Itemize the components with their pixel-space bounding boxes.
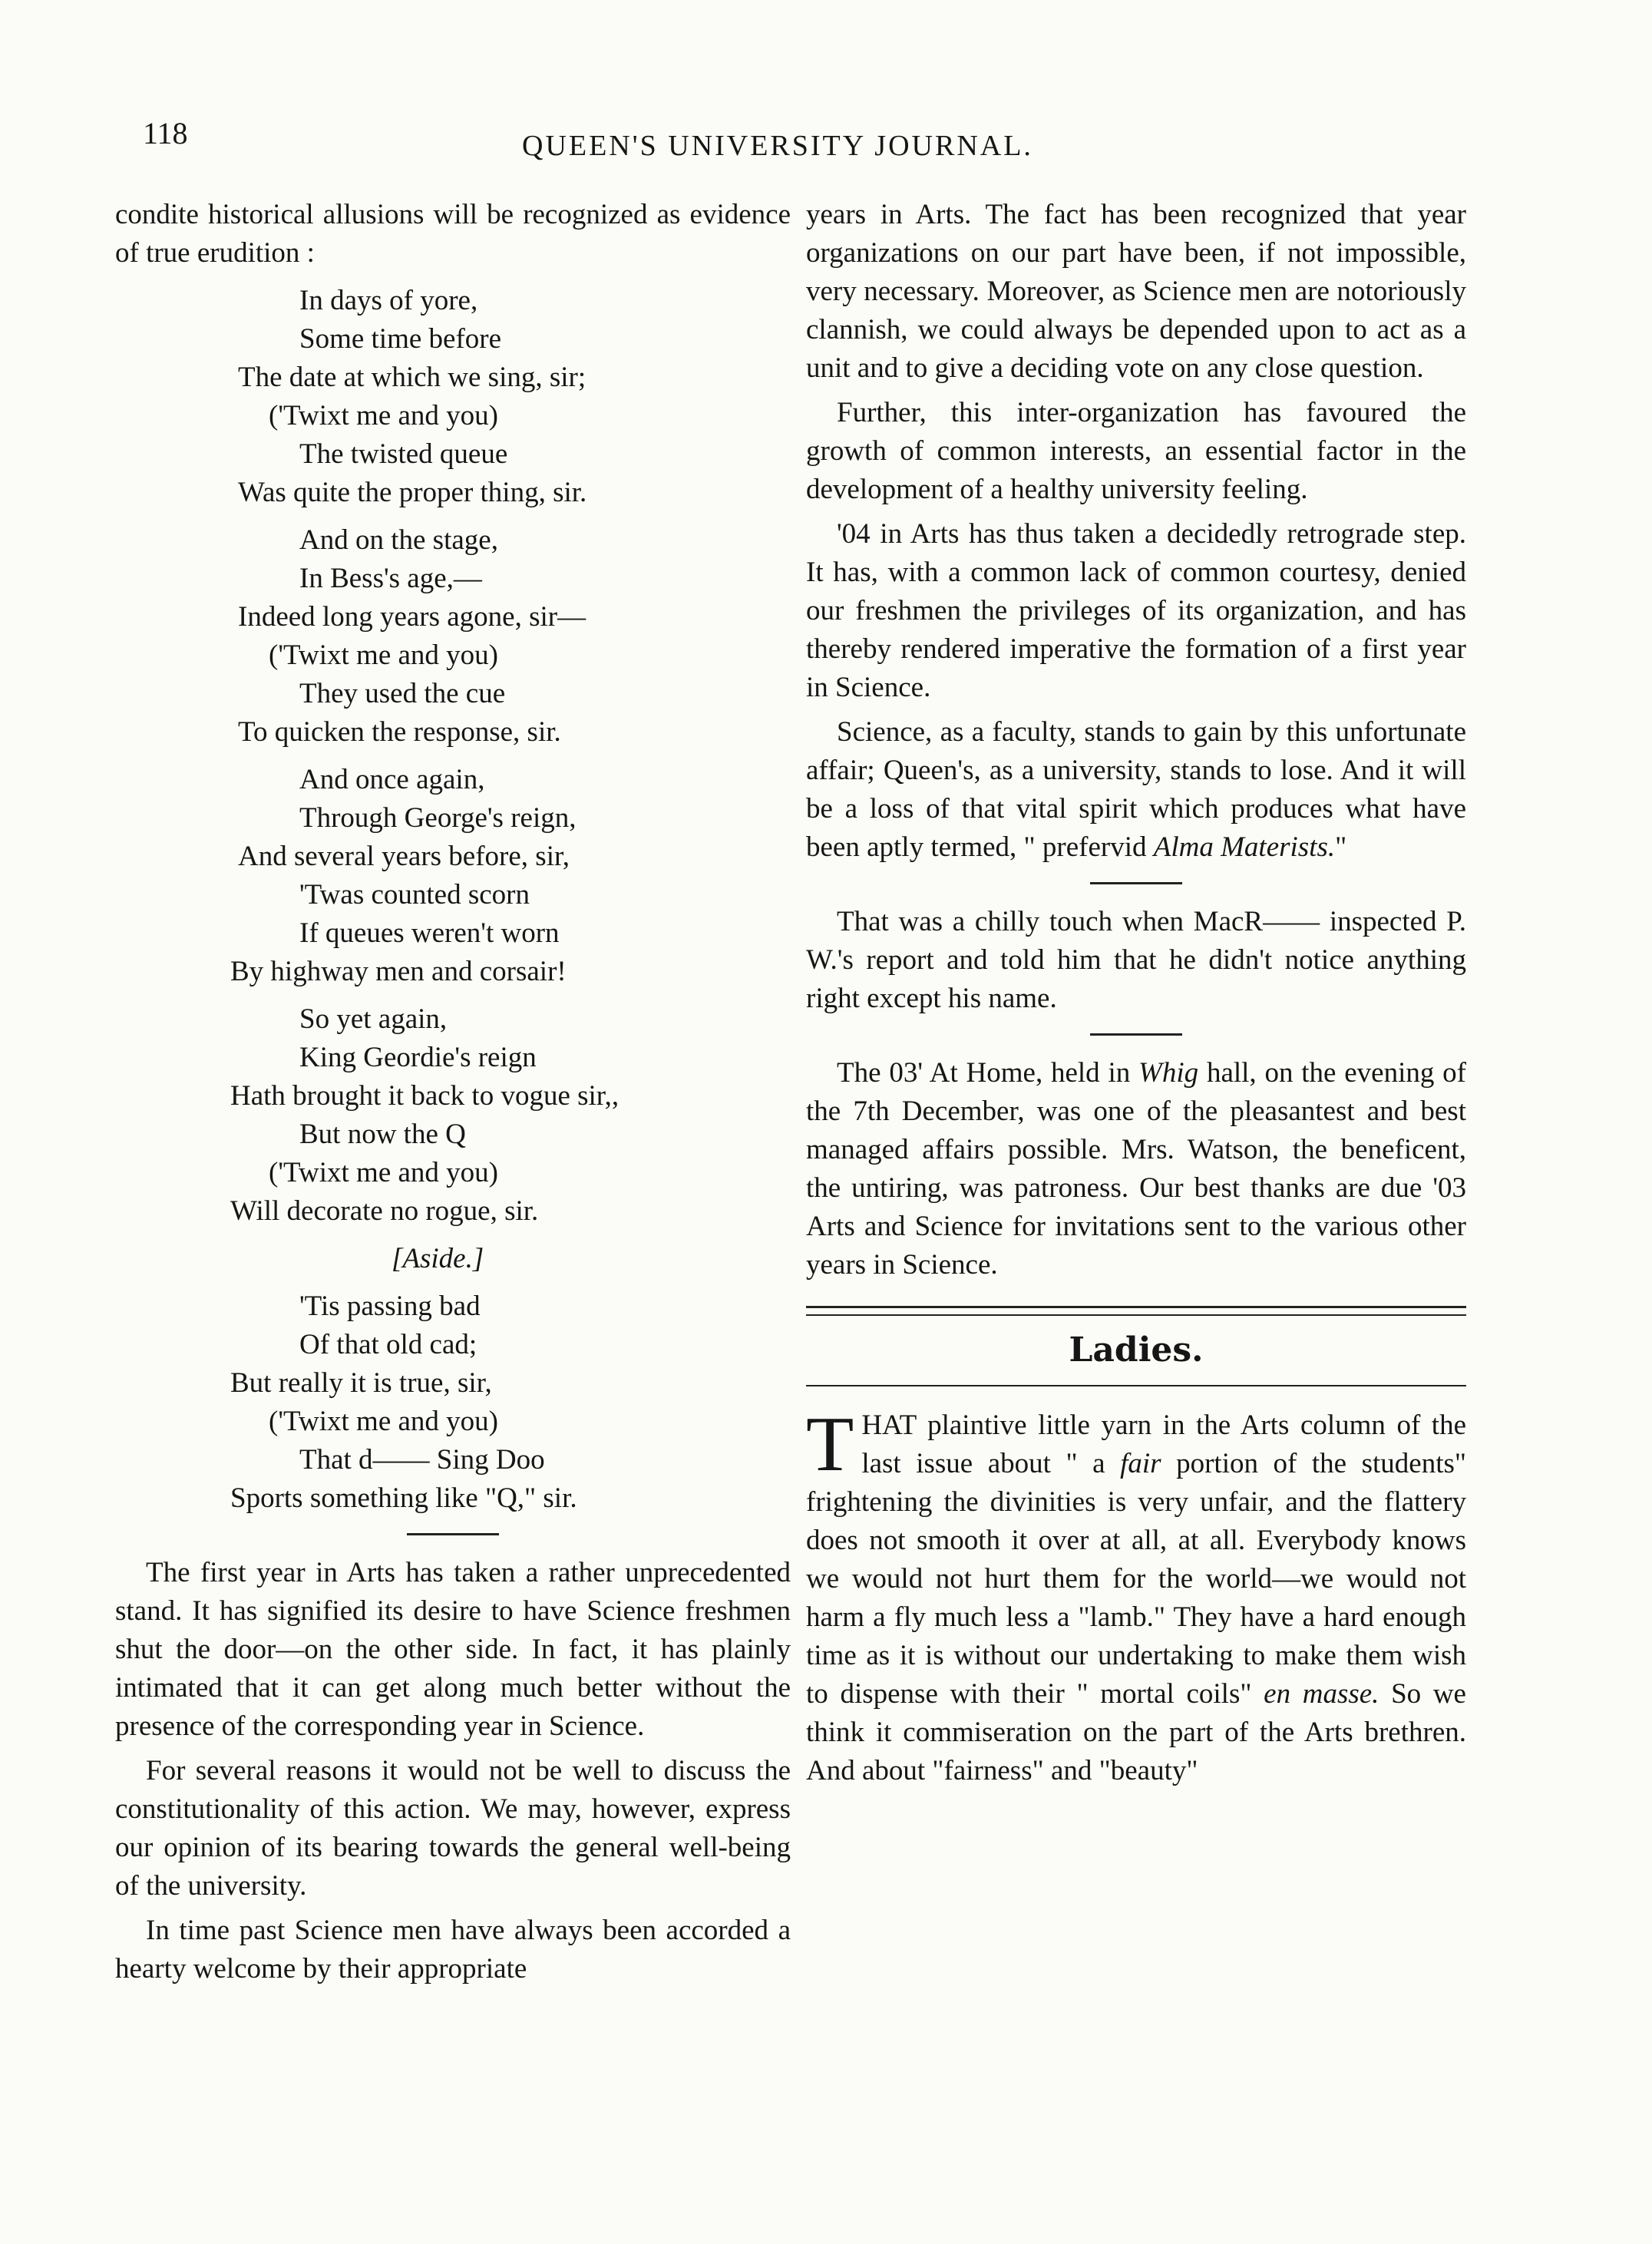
right-column xyxy=(806,196,1466,1790)
italic-run: Alma Materists. xyxy=(1153,831,1336,863)
text-run: The 03' At Home, held in xyxy=(837,1057,1139,1089)
verse-line: ('Twixt me and you) xyxy=(269,639,498,671)
verse-line: But really it is true, sir, xyxy=(230,1367,492,1399)
italic-run: en masse. xyxy=(1264,1678,1379,1710)
verse-line: 'Tis passing bad xyxy=(299,1291,481,1322)
text-run: portion of the students" frightening the divinities is very unfair, and the flattery does not smooth it over at all, at all. Everybody knows we would not hurt them for the world—we would not harm a fly much less a "lamb." They have a hard enough time as it is without our undertaking to make them wish to dispense with their " mortal coils" xyxy=(806,1448,1467,1710)
body-paragraph: In time past Science men have always been accorded a hearty welcome by their appropriate xyxy=(115,1915,791,1985)
body-paragraph xyxy=(806,713,1466,867)
verse-line: By highway men and corsair! xyxy=(230,956,567,987)
left-column xyxy=(115,196,791,1988)
verse-line: Through George's reign, xyxy=(299,802,577,834)
verse-line: In Bess's age,— xyxy=(299,563,482,594)
aside-label: [Aside.] xyxy=(392,1243,484,1274)
verse-line: The twisted queue xyxy=(299,438,508,470)
section-divider xyxy=(1090,1033,1182,1036)
body-paragraph xyxy=(806,1401,1467,1790)
verse-line: Of that old cad; xyxy=(299,1329,477,1360)
verse-line: The date at which we sing, sir; xyxy=(238,362,586,393)
verse-line: Hath brought it back to vogue sir,, xyxy=(230,1080,620,1112)
verse-line: So yet again, xyxy=(299,1003,448,1035)
stanza-3 xyxy=(115,761,791,991)
verse-line: And on the stage, xyxy=(299,524,498,556)
page-header xyxy=(0,115,1652,177)
stanza-1 xyxy=(115,282,791,512)
verse-line: ('Twixt me and you) xyxy=(269,1406,498,1437)
stanza-5 xyxy=(115,1287,791,1518)
text-run: HAT plaintive little yarn in the Arts column of the last issue about " a xyxy=(861,1410,1466,1479)
page-number: 118 xyxy=(143,116,188,150)
news-item: That was a chilly touch when MacR—— inspected P. W.'s report and told him that he didn't notice anything right except his name. xyxy=(806,906,1466,1014)
text-run: hall, on the evening of the 7th December, was one of the pleasantest and best managed affairs possible. Mrs. Watson, the beneficent, the untiring, was patroness. Our best thanks are due '03 Arts and Science for invitations sent to the various other years in Science. xyxy=(806,1057,1466,1281)
text-run: So we think it commiseration on the part of the Arts brethren. And about "fairness" and "beauty" xyxy=(806,1678,1466,1786)
drop-cap: T xyxy=(806,1401,854,1488)
verse-line: They used the cue xyxy=(299,678,506,709)
body-paragraph: For several reasons it would not be well to discuss the constitutionality of this action. We may, however, express our opinion of its bearing towards the general well-being of the university. xyxy=(115,1755,791,1902)
stanza-2 xyxy=(115,521,791,752)
body-paragraph: '04 in Arts has thus taken a decidedly retrograde step. It has, with a common lack of common courtesy, denied our freshmen the privileges of its organization, and has thereby rendered imperative the formation of a first year in Science. xyxy=(806,518,1466,703)
verse-line: Was quite the proper thing, sir. xyxy=(238,477,587,508)
verse-line: Sports something like "Q," sir. xyxy=(230,1482,577,1514)
poem xyxy=(115,282,791,1518)
verse-line: If queues weren't worn xyxy=(299,917,560,949)
verse-line: King Geordie's reign xyxy=(299,1042,537,1073)
section-divider xyxy=(407,1533,499,1535)
text-run: " xyxy=(1335,831,1347,863)
italic-run: fair xyxy=(1120,1448,1161,1479)
section-double-rule xyxy=(806,1306,1466,1316)
running-title: QUEEN'S UNIVERSITY JOURNAL. xyxy=(522,130,1033,162)
verse-line: But now the Q xyxy=(299,1119,466,1150)
verse-line: And several years before, sir, xyxy=(238,841,570,872)
verse-line: That d—— Sing Doo xyxy=(299,1444,545,1476)
ladies-section xyxy=(806,1401,1467,1790)
section-heading: Ladies. xyxy=(1069,1330,1204,1370)
verse-line: Some time before xyxy=(299,323,502,355)
verse-line: Indeed long years agone, sir— xyxy=(238,601,586,633)
body-paragraph: The first year in Arts has taken a rather unprecedented stand. It has signified its desire to have Science freshmen shut the door—on the other side. In fact, it has plainly intimated that it can get along much better without the presence of the corresponding year in Science. xyxy=(115,1557,791,1742)
verse-line: ('Twixt me and you) xyxy=(269,1157,498,1188)
heading-rule xyxy=(806,1385,1466,1386)
verse-line: In days of yore, xyxy=(299,285,478,316)
body-paragraph: Further, this inter-organization has favoured the growth of common interests, an essential factor in the development of a healthy university feeling. xyxy=(806,397,1466,505)
verse-line: And once again, xyxy=(299,764,485,795)
news-item xyxy=(806,1054,1466,1284)
section-divider xyxy=(1090,882,1182,884)
stanza-4 xyxy=(115,1000,791,1231)
verse-line: ('Twixt me and you) xyxy=(269,400,498,431)
verse-line: To quicken the response, sir. xyxy=(238,716,561,748)
italic-run: Whig xyxy=(1138,1057,1199,1089)
text-run: Science, as a faculty, stands to gain by this unfortunate affair; Queen's, as a university, stands to lose. And it will be a loss of that vital spirit which produces what have been aptly termed, " prefervid xyxy=(806,716,1466,863)
verse-line: Will decorate no rogue, sir. xyxy=(230,1195,539,1227)
intro-paragraph: condite historical allusions will be recognized as evidence of true erudition : xyxy=(115,199,791,269)
body-paragraph: years in Arts. The fact has been recognized that year organizations on our part have been, if not impossible, very necessary. Moreover, as Science men are notoriously clannish, we could always be depended upon to act as a unit and to give a deciding vote on any close question. xyxy=(806,199,1466,384)
verse-line: 'Twas counted scorn xyxy=(299,879,530,910)
